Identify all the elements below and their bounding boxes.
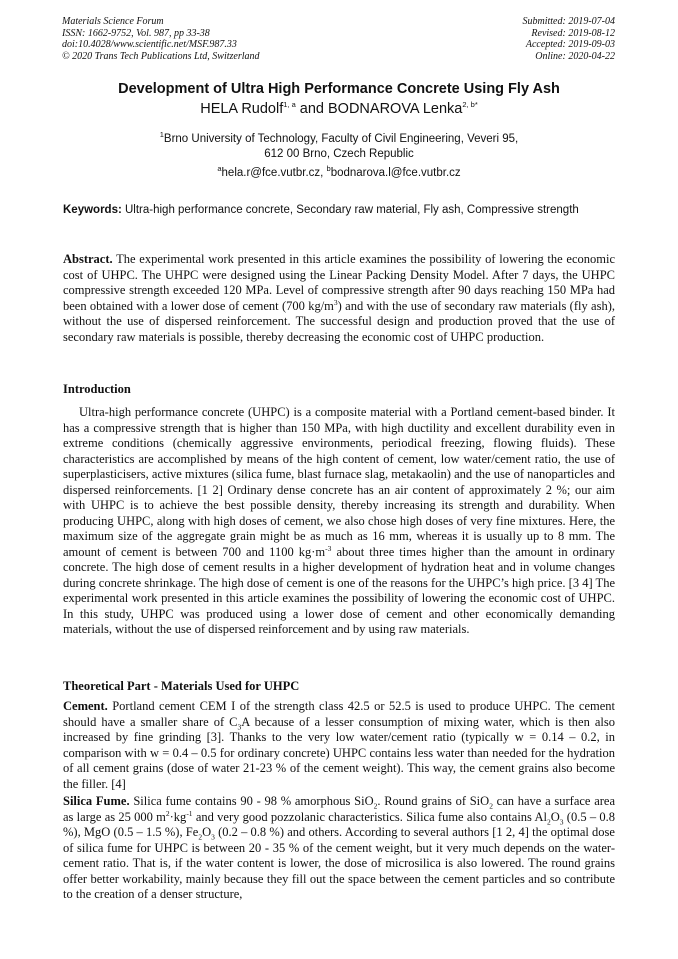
doi: doi:10.4028/www.scientific.net/MSF.987.33 [62,39,237,50]
online-date: Online: 2020-04-22 [535,50,615,62]
abstract-text-1: The experimental work presented in this article examines the possibility of lowering the economic cost of UHPC. The UHPC were designed using the Linear Packing Density Model. After 7 days, the UHPC compressive strength exceeded 120 MPa. Level of compressive strength after 90 days reaching 150 MPa had been obtained with a lower dose of cement (700 kg/m [63,252,615,313]
dates-info [523,16,616,62]
silica-text-6: O [550,809,560,824]
cement-text-2: A because of a lesser consumption of mixing water, which is then also increased by fine grinding [3]. Thanks to the very low water/cement ratio (typically w = 0.14 – 0.2, in comparison with w = 0.4 – 0.5 for ordinary concrete) UHPC contains less water than needed for the hydration of all cement grains (dose of water 21-23 % of the cement weight). This way, the cement grains also become the filler. [4] [63,714,615,791]
silica-text-2: . Round grains of SiO [377,794,490,808]
cement-subscript: 3 [237,722,242,731]
silica-text-5: and very good pozzolanic characteristics. Silica fume also contains Al [192,809,547,824]
revised-date: Revised: 2019-08-12 [531,27,615,39]
silica-sub-3: 2 [547,817,551,826]
email-a-superscript: a [217,164,222,174]
cement-paragraph [63,699,615,792]
journal-info [62,16,260,62]
silica-sub-1: 2 [373,801,378,811]
silica-text-7: (0.5 – 0.8 %), MgO (0.5 – 1.5 %), Fe [63,809,615,839]
silica-sub-6: 3 [211,832,215,842]
accepted-date: Accepted: 2019-09-03 [525,39,615,50]
silica-text-1: Silica fume contains 90 - 98 % amorphous SiO [129,794,374,808]
silica-text-8: O [202,825,212,839]
abstract [63,252,615,345]
affiliation-line-1: Brno University of Technology, Faculty of Civil Engineering, Veveri 95, [163,133,519,145]
affiliation-superscript: 1 [159,130,164,140]
email-a: hela.r@fce.vutbr.cz, [221,167,327,179]
keywords-text: Ultra-high performance concrete, Secondary raw material, Fly ash, Compressive strength [121,204,579,216]
abstract-superscript: 3 [333,297,338,307]
author-1-superscript: 1, a [283,100,296,110]
silica-text-3: can have a surface area as large as 25 000 m [63,794,616,824]
silica-sub-4: 3 [559,817,564,826]
author-1: HELA Rudolf [200,101,284,117]
affiliation [0,132,678,162]
introduction-paragraph [63,405,615,638]
introduction-heading: Introduction [63,382,131,396]
introduction-text-1: Ultra-high performance concrete (UHPC) is a composite material with a Portland cement-based binder. It has a compressive strength that is higher than 150 MPa, with high ductility and excellent durability even in extreme conditions (chemically aggressive environments, periodical freezing, flowing fluids). These characteristics are accomplished by means of the high content of cement, low water/cement ratio, the use of superplasticisers, active mixtures (silica fume, blast furnace slag, metakaolin) and the use of nanoparticles and dispersed reinforcements. [1 2] Ordinary dense concrete has an air content of approximately 2 %; our aim with UHPC is to achieve the best possible density, thereby increasing its strength and durability. When producing UHPC, along with high doses of cement, we also chose high doses of very fine mixtures. Here, the maximum size of the aggregate grain might be as much as 16 mm, whereas it is usually up to 8 mm. The amount of cement is between 700 and 1100 kg·m [63,405,615,559]
theory-heading: Theoretical Part - Materials Used for UHPC [63,679,300,693]
silica-text-4: ·kg [169,809,187,824]
abstract-text-2: ) and with the use of secondary raw materials (fly ash), without the use of dispersed reinforcement. The successful design and production proved that the use of secondary raw materials is possible, thereby decreasing the economic cost of UHPC production. [63,298,615,344]
silica-sub-2: 2 [489,801,493,811]
paper-title: Development of Ultra High Performance Concrete Using Fly Ash [118,81,560,97]
silica-text-9: (0.2 – 0.8 %) and others. According to several authors [1 2, 4] the optimal dose of silica fume for UHPC is between 20 - 35 % of the cement weight, but it very much depends on the water-cement ratio. That is, if the water content is lower, the dose of microsilica is also lowered. The round grains offer better workability, mainly because they fill out the space between the cement particles and so contribute to the creation of a denser structure, [63,825,615,901]
silica-label: Silica Fume. [63,794,130,808]
copyright: © 2020 Trans Tech Publications Ltd, Switzerland [62,50,260,62]
author-2: BODNAROVA Lenka [328,101,463,117]
introduction-superscript: -3 [325,543,332,553]
cement-text-1: Portland cement CEM I of the strength class 42.5 or 52.5 is used to produce UHPC. The cement should have a smaller share of C [63,699,615,729]
abstract-label: Abstract. [63,252,113,266]
keywords-label: Keywords: [63,204,122,216]
email-b: bodnarova.l@fce.vutbr.cz [330,167,461,179]
introduction-text-2: about three times higher than the amount in ordinary concrete. The high dose of cement results in a higher development of hydration heat and in volume changes during concrete shrinkage. The high dose of cement is one of the reasons for the UHPC’s high price. [3 4] The experimental work presented in this article examines the possibility of lowering the economic cost of UHPC. In this study, UHPC was produced using a lower dose of cement and other economically demanding materials, without the use of dispersed reinforcement and by using raw materials. [63,544,616,636]
affiliation-line-2: 612 00 Brno, Czech Republic [264,148,414,160]
author-conjunction: and [295,101,329,117]
silica-fume-paragraph [63,794,615,903]
issn: ISSN: 1662-9752, Vol. 987, pp 33-38 [62,27,210,39]
silica-sub-5: 2 [198,832,203,842]
author-emails [0,164,678,179]
author-line [0,101,678,117]
author-2-superscript: 2, b* [462,100,478,110]
cement-label: Cement. [63,699,108,713]
keywords [63,203,613,218]
submitted-date: Submitted: 2019-07-04 [522,16,615,27]
email-b-superscript: b [326,164,331,174]
journal-name: Materials Science Forum [62,16,164,27]
silica-sup-1: 2 [165,808,170,818]
silica-sup-2: -1 [186,808,193,818]
